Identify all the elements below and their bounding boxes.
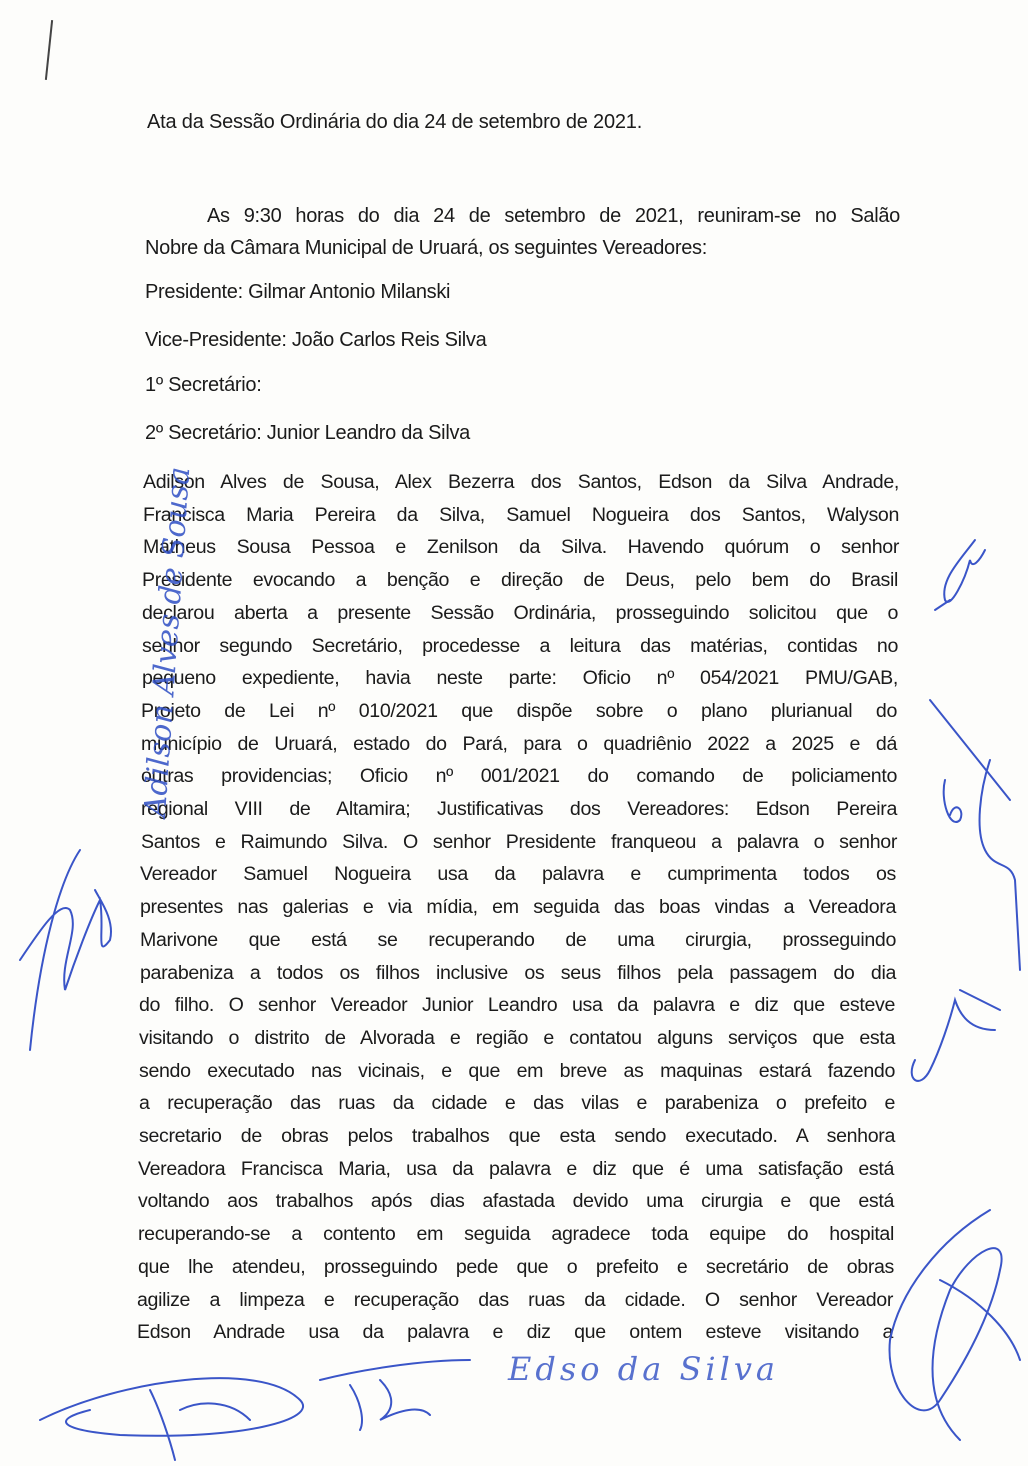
signature-edson: Edso da Silva — [508, 1350, 779, 1388]
margin-mark — [45, 20, 53, 80]
board-second-secretary: 2º Secretário: Junior Leandro da Silva — [145, 422, 470, 444]
signature-scribble-right-bottom — [890, 1210, 1020, 1440]
body-line: agilize a limpeza e recuperação das ruas da cidade. O senhor Vereador — [137, 1288, 893, 1311]
board-first-secretary: 1º Secretário: — [145, 374, 262, 396]
body-line: Marivone que está se recuperando de uma cirurgia, prosseguindo — [140, 928, 896, 951]
signature-scribble-left — [20, 850, 111, 1050]
signature-adilson: Adilson Alves de Sousa — [137, 465, 198, 819]
board-vice-president: Vice-Presidente: João Carlos Reis Silva — [145, 329, 487, 351]
body-line: Vereador Samuel Nogueira usa da palavra e cumprimenta todos os — [140, 863, 896, 886]
body-line: presentes nas galerias e via mídia, em seguida das boas vindas a Vereadora — [140, 896, 896, 919]
body-line: Presidente evocando a benção e direção de Deus, pelo bem do Brasil — [142, 569, 898, 592]
signature-scribble-right-top — [935, 540, 985, 610]
signature-scribble-right-low — [912, 990, 1000, 1081]
body-line: Matheus Sousa Pessoa e Zenilson da Silva. Havendo quórum o senhor — [143, 536, 899, 559]
signature-scribble-bottom-left — [40, 1378, 303, 1460]
body-line: sendo executado nas vicinais, e que em breve as maquinas estará fazendo — [139, 1059, 895, 1082]
body-line: parabeniza a todos os filhos inclusive os seus filhos pela passagem do dia — [140, 961, 896, 984]
body-line: Edson Andrade usa da palavra e diz que ontem esteve visitando a — [137, 1321, 893, 1344]
body-line: voltando aos trabalhos após dias afastada devido uma cirurgia e que está — [138, 1190, 894, 1213]
body-line: a recuperação das ruas da cidade e das vilas e parabeniza o prefeito e — [139, 1092, 895, 1115]
body-line: município de Uruará, estado do Pará, para o quadriênio 2022 a 2025 e dá — [141, 732, 897, 755]
body-line: Projeto de Lei nº 010/2021 que dispõe sobre o plano plurianual do — [141, 699, 897, 722]
body-line: do filho. O senhor Vereador Junior Leandro usa da palavra e diz que esteve — [139, 994, 895, 1017]
document-title: Ata da Sessão Ordinária do dia 24 de setembro de 2021. — [147, 111, 643, 133]
body-line: Santos e Raimundo Silva. O senhor Presidente franqueou a palavra o senhor — [141, 830, 897, 853]
board-president: Presidente: Gilmar Antonio Milanski — [145, 281, 451, 303]
body-line: declarou aberta a presente Sessão Ordinária, prosseguindo solicitou que o — [142, 601, 898, 624]
signature-scribble-bottom-mid — [320, 1360, 470, 1430]
body-line: pequeno expediente, havia neste parte: Oficio nº 054/2021 PMU/GAB, — [142, 667, 898, 690]
body-line: Adilson Alves de Sousa, Alex Bezerra dos Santos, Edson da Silva Andrade, — [143, 471, 899, 493]
body-line: secretario de obras pelos trabalhos que esta sendo executado. A senhora — [139, 1125, 895, 1147]
body-line: Francisca Maria Pereira da Silva, Samuel Nogueira dos Santos, Walyson — [143, 503, 899, 526]
body-line: Vereadora Francisca Maria, usa da palavra e diz que é uma satisfação está — [138, 1157, 894, 1180]
body-line: senhor segundo Secretário, procedesse a leitura das matérias, contidas no — [142, 634, 898, 657]
body-line: outras providencias; Oficio nº 001/2021 do comando de policiamento — [141, 765, 897, 788]
opening-line-1: As 9:30 horas do dia 24 de setembro de 2021, reuniram-se no Salão — [207, 205, 900, 227]
body-line: recuperando-se a contento em seguida agradece toda equipe do hospital — [138, 1223, 894, 1246]
body-line: regional VIII de Altamira; Justificativas dos Vereadores: Edson Pereira — [141, 798, 897, 820]
opening-line-2: Nobre da Câmara Municipal de Uruará, os seguintes Vereadores: — [145, 237, 708, 259]
signature-scribble-right-mid — [930, 700, 1020, 970]
body-line: que lhe atendeu, prosseguindo pede que o prefeito e secretário de obras — [138, 1255, 894, 1278]
body-line: visitando o distrito de Alvorada e região e contatou alguns serviços que esta — [139, 1026, 895, 1049]
